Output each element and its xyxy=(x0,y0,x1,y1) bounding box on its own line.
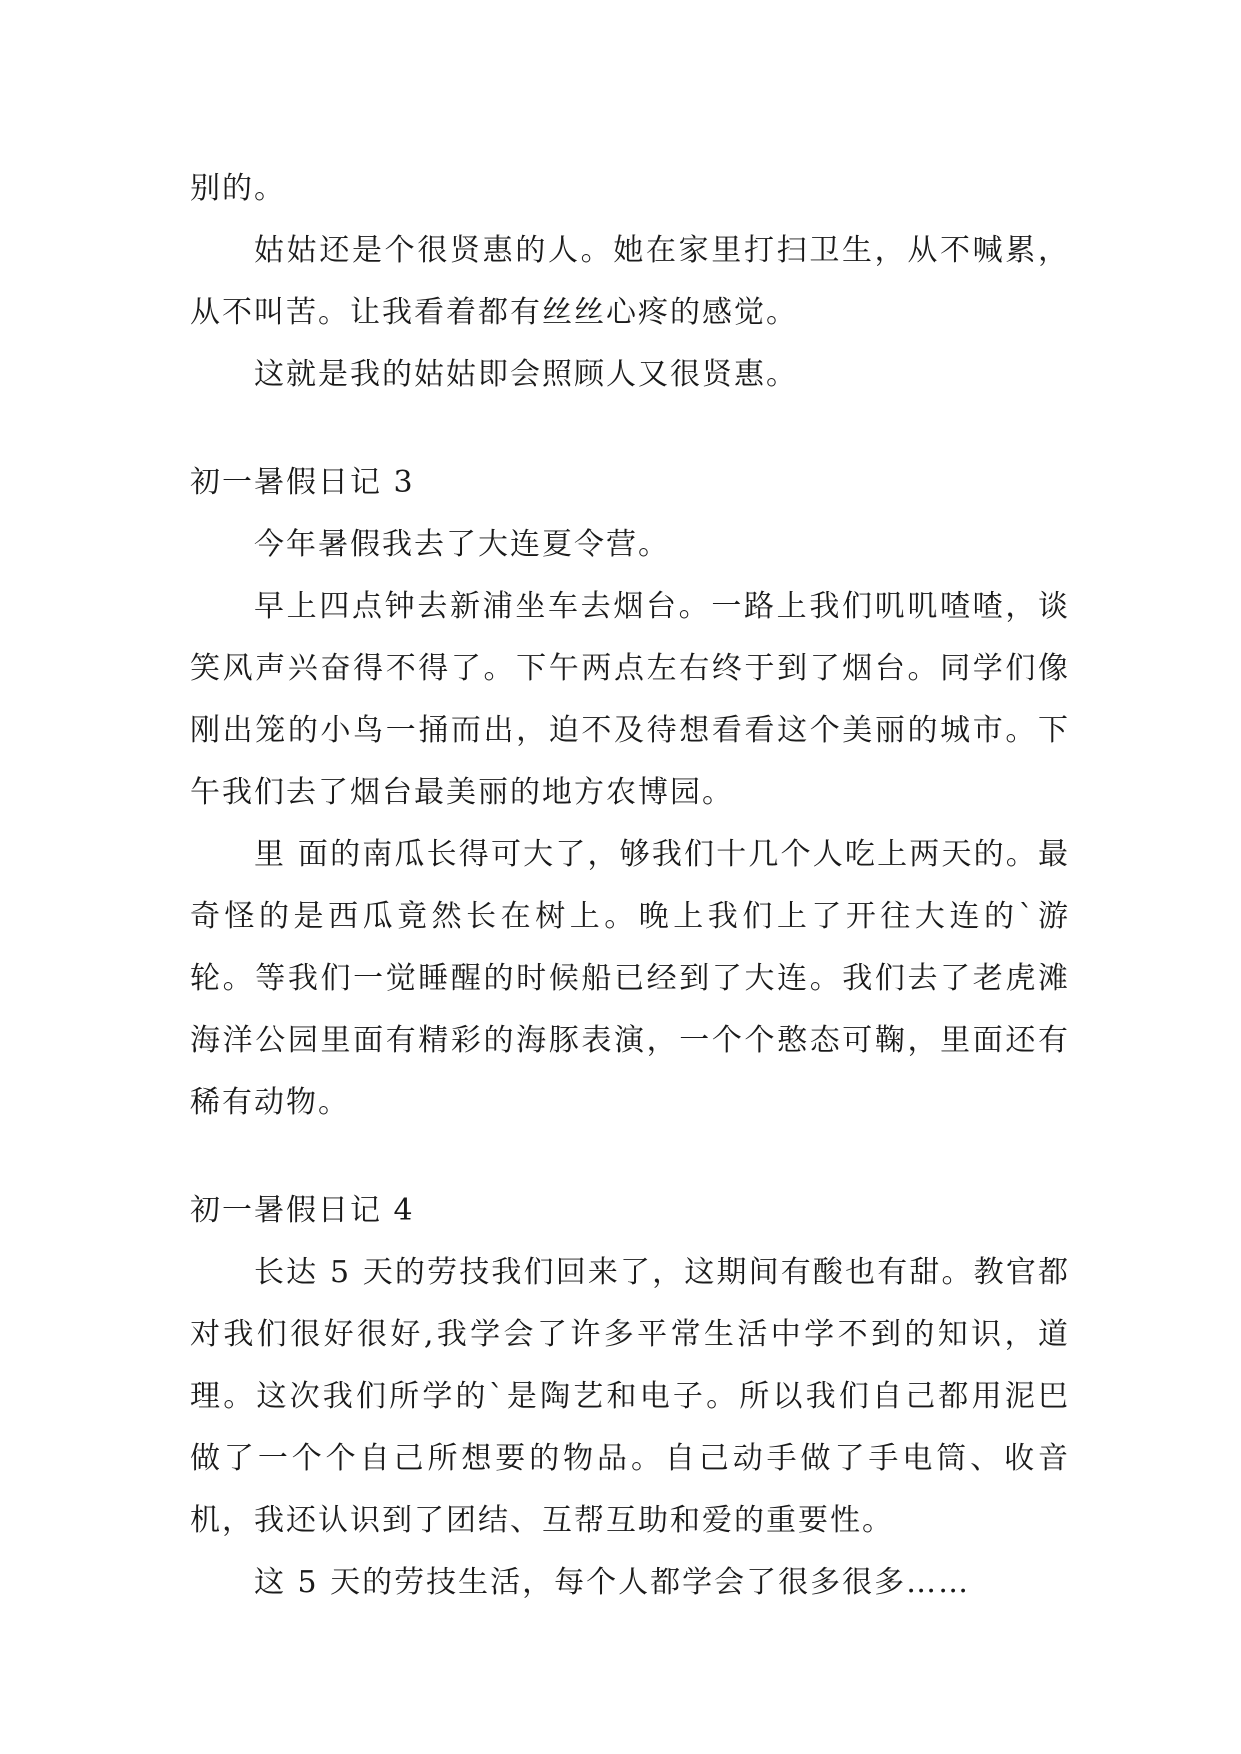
paragraph: 今年暑假我去了大连夏令营。 xyxy=(254,527,670,562)
paragraph: 里 面的南瓜长得可大了，够我们十几个人吃上两天的。最奇怪的是西瓜竟然长在树上。晚上我们上了开往大连的`游轮。等我们一觉睡醒的时候船已经到了大连。我们去了老虎滩海洋公园里面有精彩的海豚表演，一个个憨态可鞠，里面还有稀有动物。 xyxy=(190,837,1070,1120)
paragraph: 这 5 天的劳技生活，每个人都学会了很多很多…… xyxy=(254,1565,971,1600)
document-page xyxy=(190,158,1070,1614)
paragraph: 别的。 xyxy=(190,171,286,206)
paragraph: 长达 5 天的劳技我们回来了，这期间有酸也有甜。教官都对我们很好很好,我学会了许多平常生活中学不到的知识，道理。这次我们所学的`是陶艺和电子。所以我们自己都用泥巴做了一个个自己所想要的物品。自己动手做了手电筒、收音机，我还认识到了团结、互帮互助和爱的重要性。 xyxy=(190,1255,1070,1538)
section-gap xyxy=(190,1134,1070,1180)
paragraph: 姑姑还是个很贤惠的人。她在家里打扫卫生，从不喊累，从不叫苦。让我看着都有丝丝心疼的感觉。 xyxy=(190,233,1070,330)
paragraph: 早上四点钟去新浦坐车去烟台。一路上我们叽叽喳喳，谈笑风声兴奋得不得了。下午两点左右终于到了烟台。同学们像刚出笼的小鸟一捅而出，迫不及待想看看这个美丽的城市。下午我们去了烟台最美丽的地方农博园。 xyxy=(190,589,1070,810)
section-gap xyxy=(190,406,1070,452)
diary-heading-3: 初一暑假日记 3 xyxy=(190,465,415,500)
diary-heading-4: 初一暑假日记 4 xyxy=(190,1193,415,1228)
paragraph: 这就是我的姑姑即会照顾人又很贤惠。 xyxy=(254,357,798,392)
